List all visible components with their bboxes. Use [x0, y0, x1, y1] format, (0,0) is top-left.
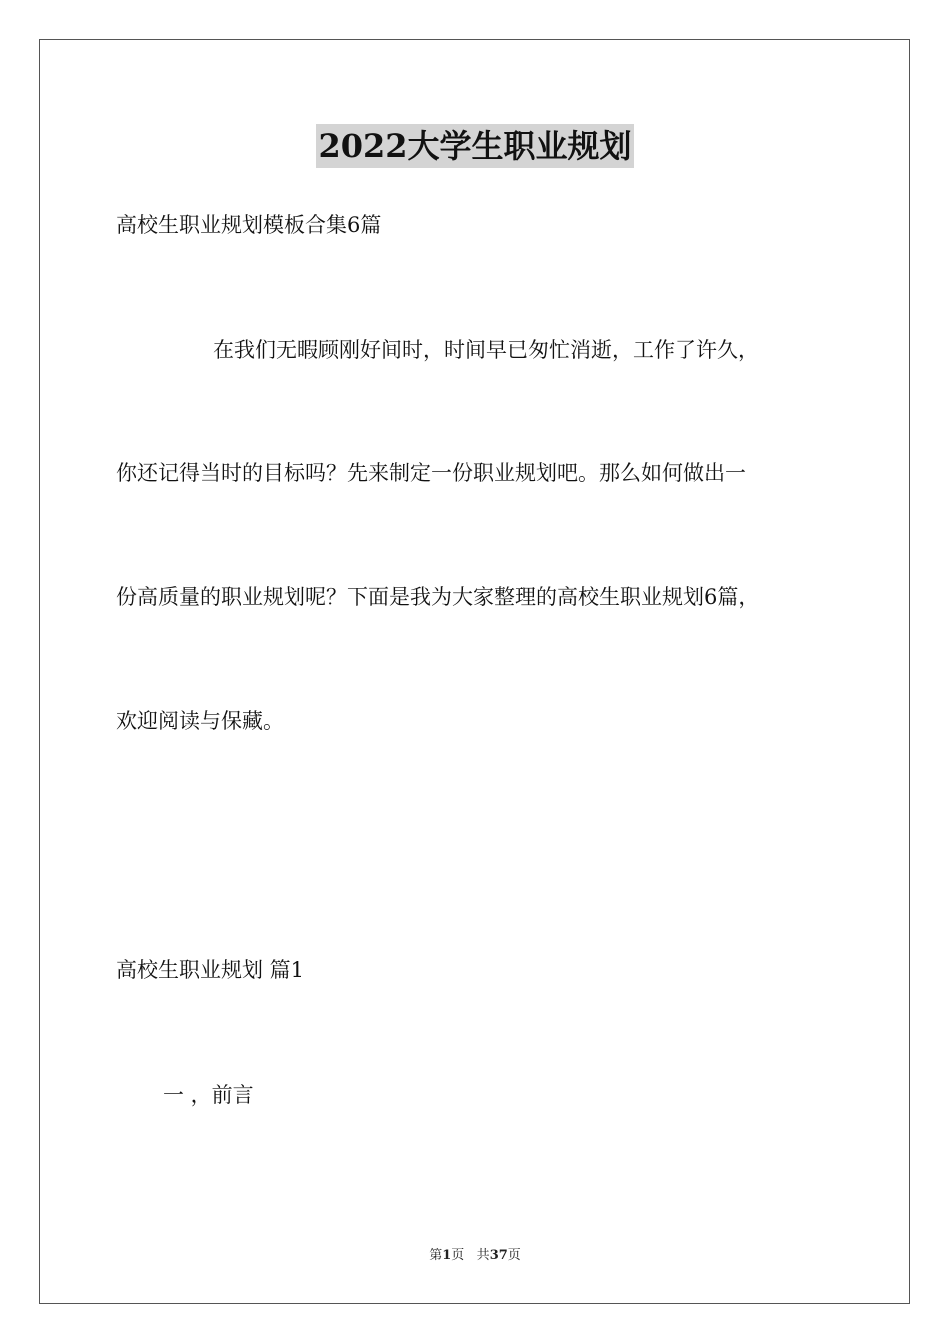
page-footer	[0, 1247, 950, 1265]
intro-line-1: 在我们无暇顾刚好间时，时间早已匆忙消逝，工作了许久，	[213, 338, 759, 362]
footer-total-pages: 37	[489, 1248, 508, 1263]
footer-total-prefix: 共	[476, 1248, 490, 1263]
footer-page-prefix: 第	[429, 1248, 443, 1263]
document-title: 2022大学生职业规划	[316, 124, 633, 168]
document-subtitle: 高校生职业规划模板合集6篇	[116, 213, 382, 237]
title-container	[0, 124, 950, 168]
intro-line-4: 欢迎阅读与保藏。	[116, 709, 284, 733]
preface-heading: 一 ，前言	[163, 1083, 254, 1107]
footer-page-suffix: 页	[451, 1248, 465, 1263]
intro-line-3: 份高质量的职业规划呢？下面是我为大家整理的高校生职业规划6篇，	[116, 585, 760, 609]
section-heading: 高校生职业规划 篇1	[116, 958, 305, 982]
footer-total-suffix: 页	[507, 1248, 521, 1263]
intro-line-2: 你还记得当时的目标吗？先来制定一份职业规划吧。那么如何做出一	[116, 461, 746, 485]
footer-page-number: 1	[442, 1248, 452, 1263]
